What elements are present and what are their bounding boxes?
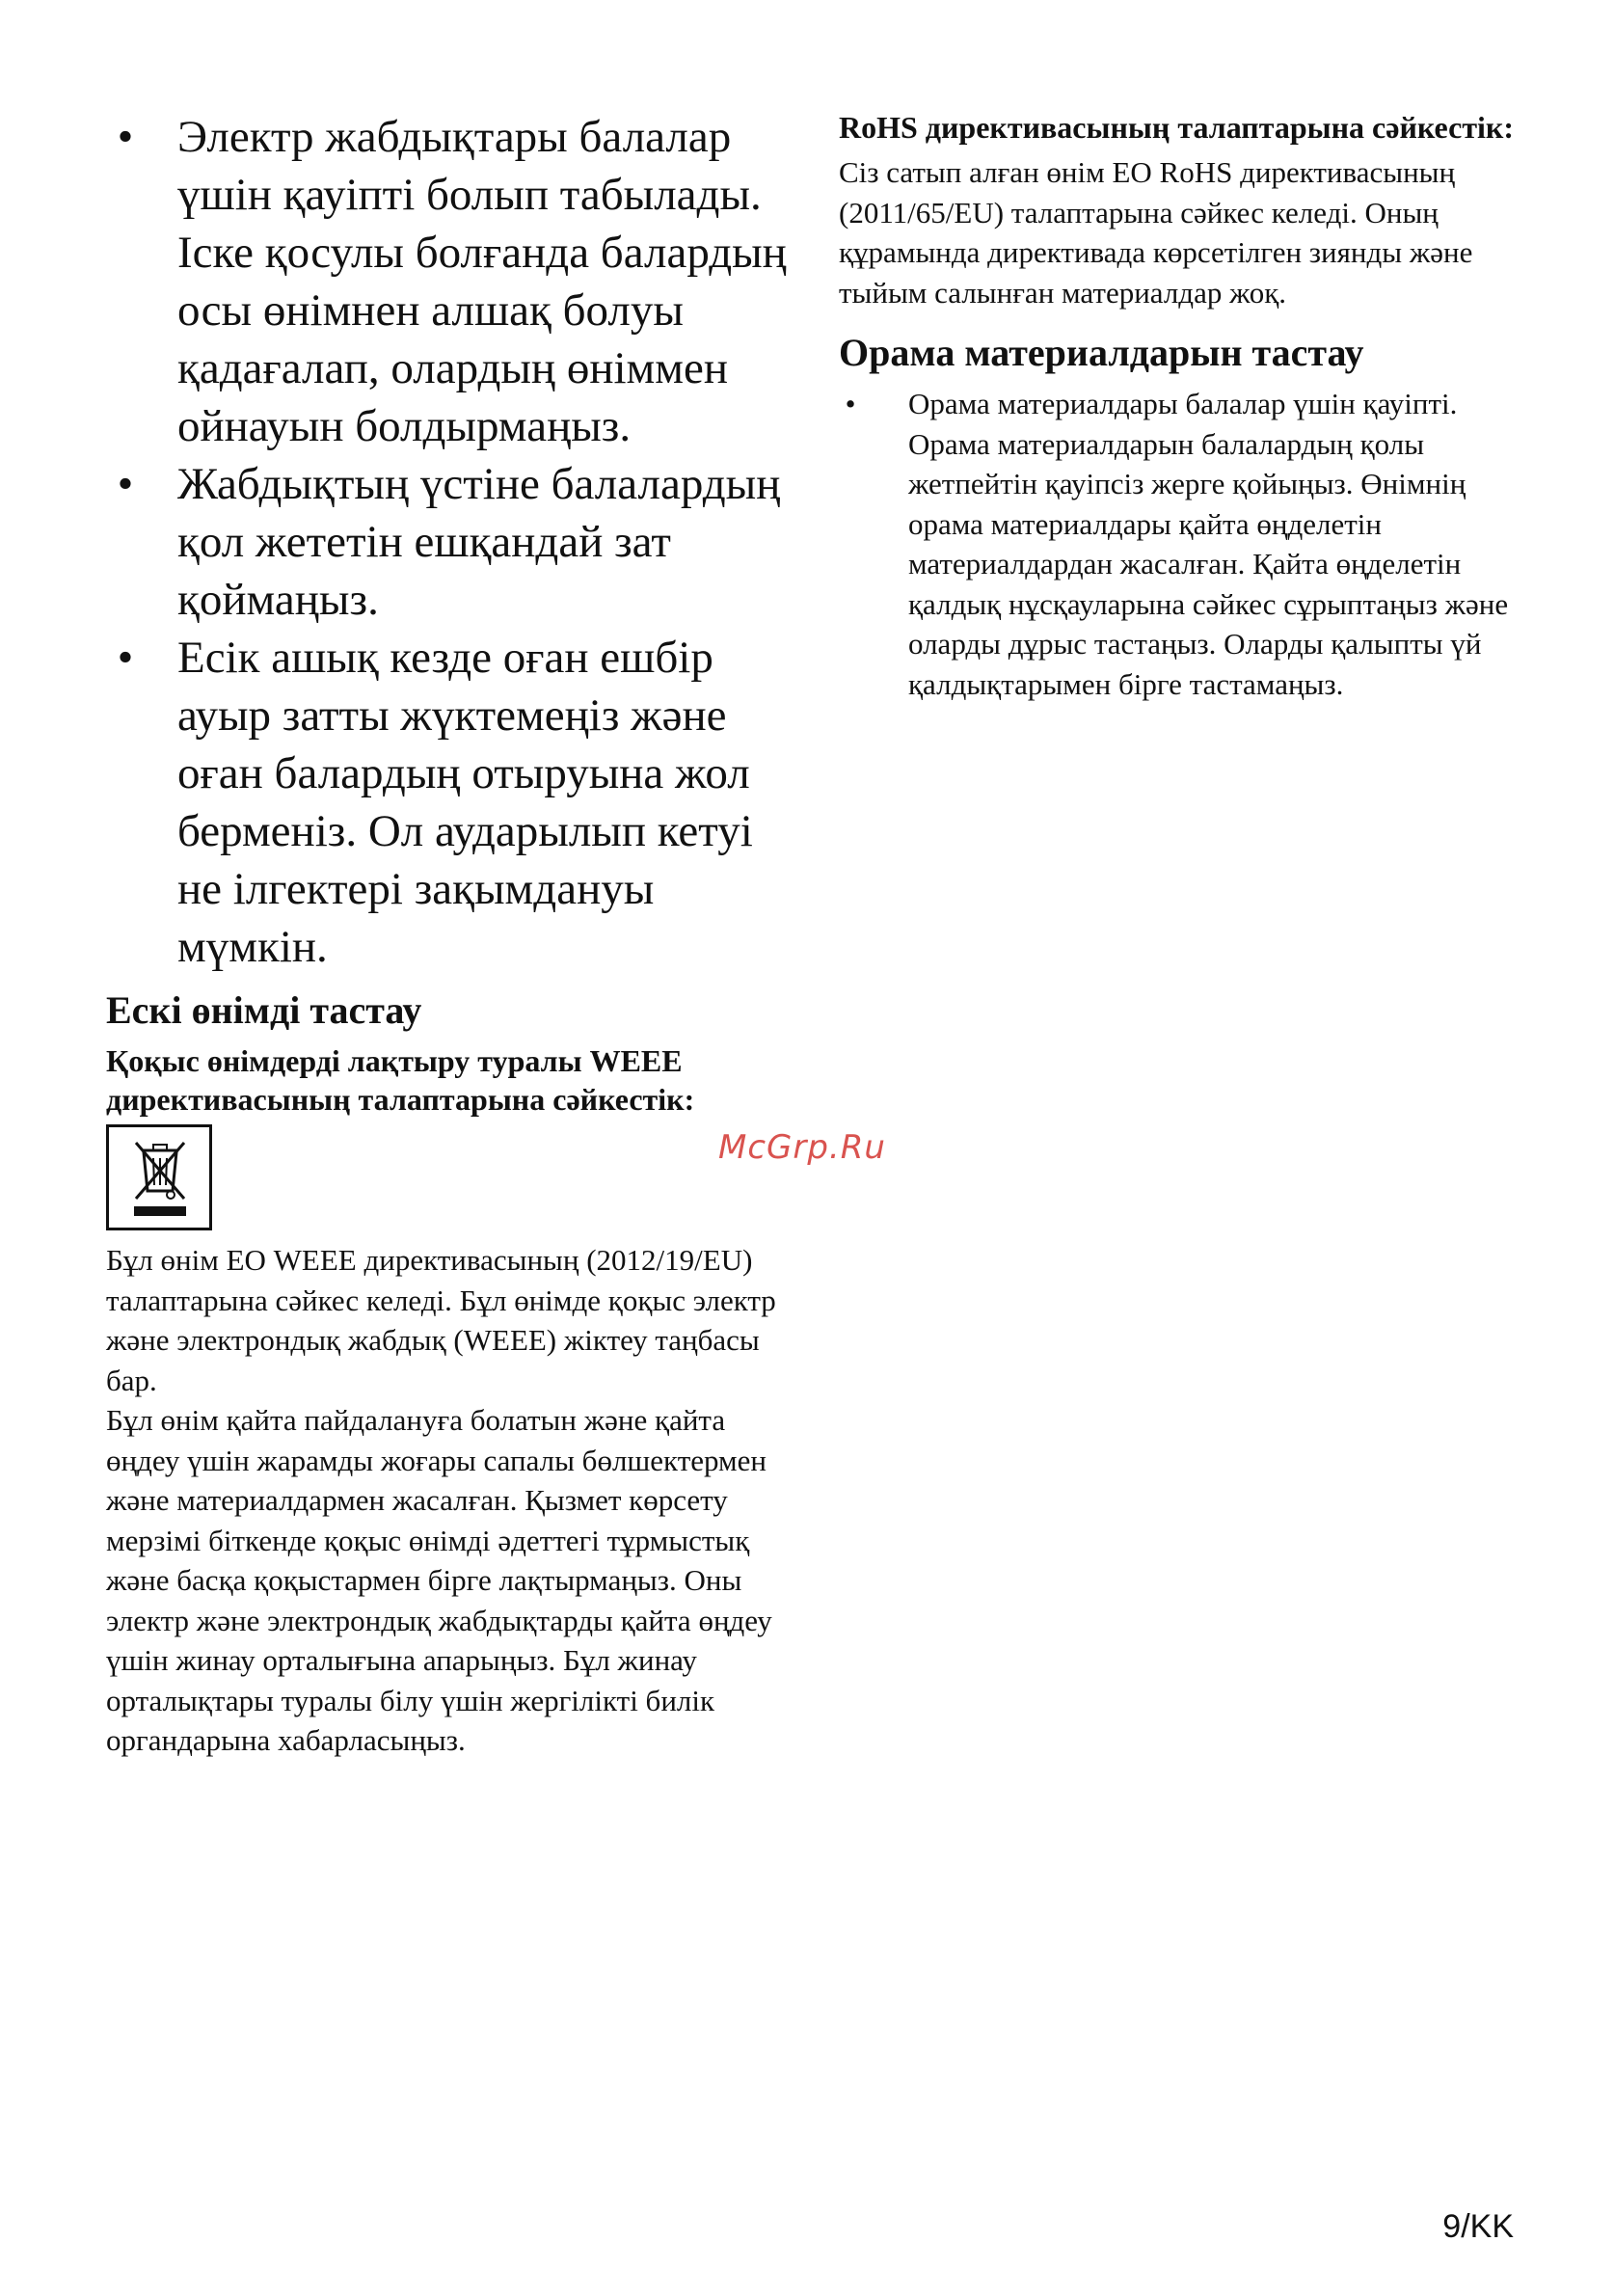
rohs-heading: RoHS директивасының талаптарына сәйкестік: (839, 110, 1515, 145)
weee-symbol-box (106, 1124, 212, 1230)
bullet-marker: • (845, 387, 856, 420)
bullet-marker: • (117, 112, 134, 162)
right-column (839, 108, 1533, 704)
bullet-text: Электр жабдықтары балалар үшін қауіпті болып табылады. Іске қосулы болғанда балардың осы өнімнен алшақ болуы қадағалап, олардың өніммен ойнауын болдырмаңыз. (177, 112, 787, 451)
watermark: McGrp.Ru (718, 1128, 886, 1167)
list-item (106, 455, 800, 629)
list-item (839, 384, 1533, 704)
list-item (106, 629, 800, 976)
disposal-heading: Ескі өнімді тастау (106, 988, 422, 1032)
bullet-text: Жабдықтың үстіне балалардың қол жететін ешқандай зат қоймаңыз. (177, 459, 781, 625)
packaging-bullet-list (839, 384, 1533, 704)
rohs-paragraph: Сіз сатып алған өнім ЕО RoHS директивасының (2011/65/EU) талаптарына сәйкес келеді. Оның құрамында директивада көрсетілген зиянды және тыйым салынған материалдар жоқ. (839, 155, 1473, 310)
weee-paragraph-2: Бұл өнім қайта пайдалануға болатын және қайта өңдеу үшін жарамды жоғары сапалы бөлшектермен және материалдармен жасалған. Қызмет көрсету мерзімі біткенде қоқыс өнімді әдеттегі тұрмыстық және басқа қоқыстармен бірге лақтырмаңыз. Оны электр және электрондық жабдықтарды қайта өңдеу үшін жинау орталығына апарыңыз. Бұл жинау орталықтары туралы білу үшін жергілікті билік органдарына хабарласыңыз. (106, 1403, 772, 1757)
crossed-out-wheelie-bin-icon (109, 1127, 209, 1228)
packaging-heading: Орама материалдарын тастау (839, 331, 1364, 374)
bullet-marker: • (117, 633, 134, 683)
list-item (106, 108, 800, 455)
weee-heading: Қоқыс өнімдерді лақтыру туралы WEEE директивасының талаптарына сәйкестік: (106, 1043, 695, 1117)
left-column (106, 108, 800, 1761)
bullet-text: Орама материалдары балалар үшін қауіпті. Орама материалдарын балалардың қолы жетпейтін қауіпсіз жерге қойыңыз. Өнімнің орама материалдары қайта өңделетін материалдардан жасалған. Қайта өңделетін қалдық нұсқауларына сәйкес сұрыптаңыз және оларды дұрыс тастаңыз. Оларды қалыпты үй қалдықтарымен бірге тастамаңыз. (908, 387, 1509, 701)
page-number: 9/KK (1442, 2208, 1514, 2245)
bullet-marker: • (117, 459, 134, 509)
bullet-text: Есік ашық кезде оған ешбір ауыр затты жүктемеңіз және оған балардың отыруына жол берменіз. Ол аударылып кетуі не ілгектері зақымдануы мүмкін. (177, 633, 753, 972)
safety-bullet-list (106, 108, 800, 976)
weee-paragraph-1: Бұл өнім ЕО WEEE директивасының (2012/19/EU) талаптарына сәйкес келеді. Бұл өнімде қоқыс электр және электрондық жабдық (WEEE) жіктеу таңбасы бар. (106, 1243, 776, 1397)
